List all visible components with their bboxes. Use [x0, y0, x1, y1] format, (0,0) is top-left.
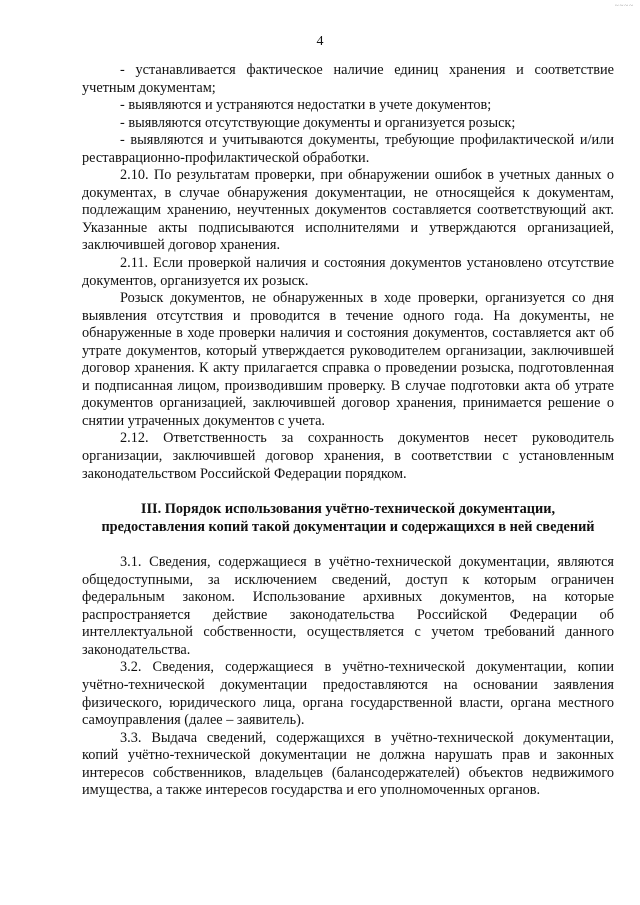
paragraph: - выявляются и учитываются документы, требующие профилактической и/или реставрационно-профилактической обработки. [82, 132, 614, 166]
page-number: 4 [316, 34, 324, 49]
paragraph: 2.11. Если проверкой наличия и состояния документов установлено отсутствие документов, организуется их розыск. [82, 255, 614, 289]
paragraph: 2.12. Ответственность за сохранность документов несет руководитель организации, заключившей договор хранения, в соответствии с установленным законодательством Российской Федерации порядком. [82, 430, 614, 482]
paragraph: 2.10. По результатам проверки, при обнаружении ошибок в учетных данных о документах, в случае обнаружения документации, не относящейся к документам, подлежащим хранению, неучтенных документов составляется соответствующий акт. Указанные акты подписываются исполнителями и утверждаются организацией, заключившей договор хранения. [82, 167, 614, 254]
paragraph: Розыск документов, не обнаруженных в ходе проверки, организуется со дня выявления отсутствия и проводится в течение одного года. На документы, не обнаруженные в ходе проверки наличия и состояния документов, составляется акт об утрате документов, который утверждается руководителем организации, заключившей договор хранения. К акту прилагается справка о проведении розыска, подготовленная и подписанная лицом, производившим проверку. В случае подготовки акта об утрате документов организацией, заключившей договор хранения, принимается решение о снятии утраченных документов с учета. [82, 290, 614, 429]
paragraph: - устанавливается фактическое наличие единиц хранения и соответствие учетным документам; [82, 62, 614, 96]
paragraph: 3.2. Сведения, содержащиеся в учётно-технической документации, копии учётно-технической документации предоставляются на основании заявления физического, юридического лица, органа государственной власти, органа местного самоуправления (далее – заявитель). [82, 659, 614, 729]
corner-mark: ~~~~ [614, 2, 634, 10]
paragraph: - выявляются отсутствующие документы и организуется розыск; [120, 114, 516, 131]
paragraph: - выявляются и устраняются недостатки в учете документов; [120, 97, 492, 114]
document-body [82, 62, 614, 800]
section-heading [82, 500, 614, 536]
paragraph: 3.3. Выдача сведений, содержащихся в учётно-технической документации, копий учётно-технической документации не должна нарушать прав и законных интересов собственников, владельцев (балансодержателей) объектов недвижимого имущества, а также интересов государства и его уполномоченных органов. [82, 729, 614, 799]
section-heading-line-2: предоставления копий такой документации и содержащихся в ней сведений [101, 519, 595, 536]
section-heading-line-1: III. Порядок использования учётно-технической документации, [140, 501, 556, 518]
paragraph: 3.1. Сведения, содержащиеся в учётно-технической документации, являются общедоступными, за исключением сведений, доступ к которым ограничен федеральным законом. Использование архивных документов, на которые распространяется действие законодательства Российской Федерации об интеллектуальной собственности, осуществляется с учетом требований данного законодательства. [82, 554, 614, 658]
